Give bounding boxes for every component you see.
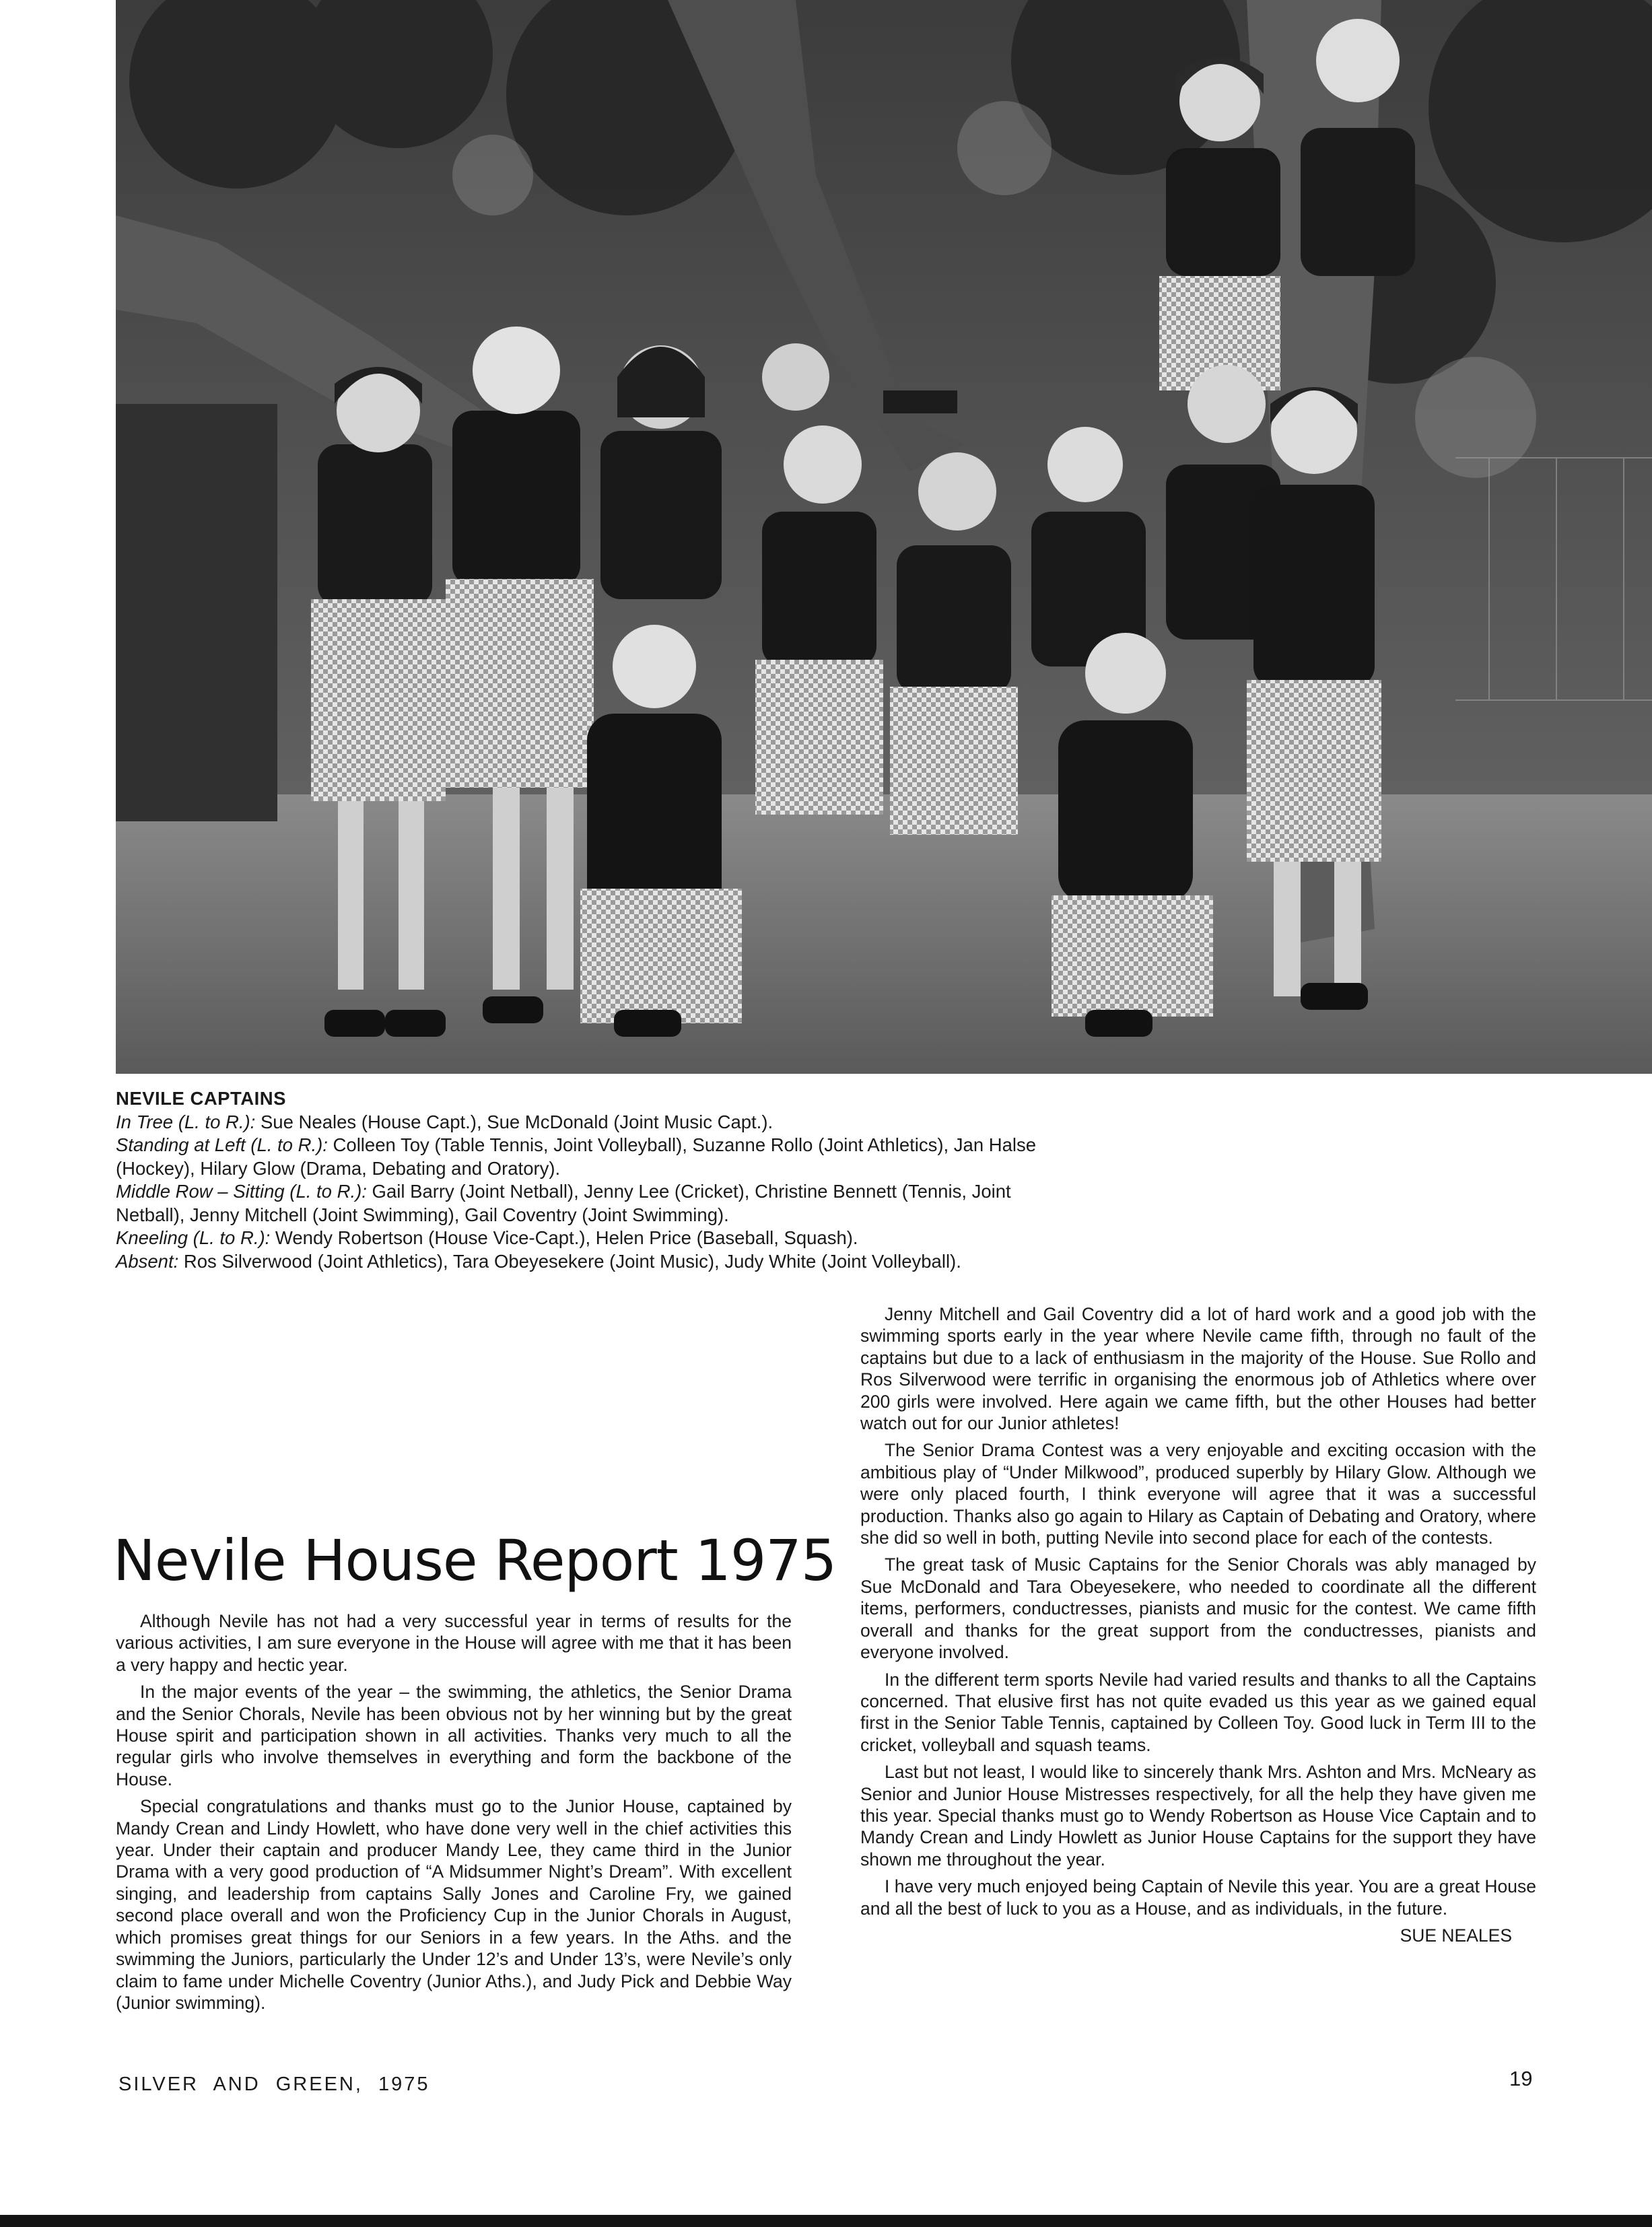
caption-line-text: Wendy Robertson (House Vice-Capt.), Helen Price (Baseball, Squash). — [270, 1227, 858, 1248]
publication-footer: SILVER AND GREEN, 1975 — [118, 2074, 430, 2095]
caption-line — [116, 1204, 1166, 1227]
article-headline: Nevile House Report 1975 — [113, 1528, 837, 1594]
caption-line-text: Ros Silverwood (Joint Athletics), Tara Obeyesekere (Joint Music), Judy White (Joint Volleyball). — [178, 1250, 961, 1272]
caption-line-label: Standing at Left (L. to R.): — [116, 1134, 328, 1155]
article-column-right — [860, 1303, 1536, 1952]
paragraph: In the major events of the year – the swimming, the athletics, the Senior Drama and the Senior Chorals, Nevile has been obvious not by her winning but by the great House spirit and participation shown in all activities. Thanks very much to all the regular girls who involve themselves in everything and form the backbone of the House. — [116, 1682, 792, 1789]
caption-line — [116, 1227, 1166, 1250]
caption-line — [116, 1111, 1166, 1134]
caption-line-label: In Tree (L. to R.): — [116, 1111, 256, 1132]
author-signature: SUE NEALES — [1400, 1925, 1512, 1946]
paragraph: Last but not least, I would like to sincerely thank Mrs. Ashton and Mrs. McNeary as Senior and Junior House Mistresses respectively, for all the help they have given me this year. Special thanks must go to Wendy Robertson as House Vice Captain and to Mandy Crean and Lindy Howlett as Junior House Captains for the support they have shown me throughout the year. — [860, 1762, 1536, 1870]
caption-line-label: Absent: — [116, 1250, 179, 1272]
paragraph: The Senior Drama Contest was a very enjoyable and exciting occasion with the ambitious play of “Under Milkwood”, produced superbly by Hilary Glow. Although we were only placed fourth, I think everyone will agree that it was a successful production. Thanks also go again to Hilary as Captain of Debating and Oratory, where she did so well in both, putting Nevile into second place for each of the contests. — [860, 1440, 1536, 1548]
paragraph: Special congratulations and thanks must go to the Junior House, captained by Mandy Crean and Lindy Howlett, who have done very well in the chief activities this year. Under their captain and producer Mandy Lee, they came third in the Junior Drama with a very good production of “A Midsummer Night’s Dream”. With excellent singing, and leadership from captains Sally Jones and Caroline Fry, we gained second place overall and won the Proficiency Cup in the Junior Chorals in August, which promises great things for our Seniors in a few years. In the Aths. and the swimming the Juniors, particularly the Under 12’s and Under 13’s, were Nevile’s only claim to fame under Michelle Coventry (Junior Aths.), and Judy Pick and Debbie Way (Junior swimming). — [116, 1796, 792, 2013]
caption-line — [116, 1134, 1166, 1157]
caption-line-label: Kneeling (L. to R.): — [116, 1227, 271, 1248]
paragraph: I have very much enjoyed being Captain of Nevile this year. You are a great House and all the best of luck to you as a House, and as individuals, in the future. — [860, 1876, 1536, 1919]
caption-line — [116, 1180, 1166, 1204]
caption-line-label: Middle Row – Sitting (L. to R.): — [116, 1181, 367, 1202]
caption-title: NEVILE CAPTAINS — [116, 1088, 286, 1109]
photo-caption — [116, 1087, 1166, 1273]
paragraph: Although Nevile has not had a very successful year in terms of results for the various activities, I am sure everyone in the House will agree with me that it has been a very happy and hectic year. — [116, 1611, 792, 1675]
page-number: 19 — [1509, 2067, 1533, 2090]
caption-line-text: Sue Neales (House Capt.), Sue McDonald (Joint Music Capt.). — [255, 1111, 773, 1132]
scan-edge — [0, 2215, 1652, 2227]
article-column-left — [116, 1610, 792, 2019]
paragraph: Jenny Mitchell and Gail Coventry did a lot of hard work and a good job with the swimming sports early in the year where Nevile came fifth, through no fault of the captains but due to a lack of enthusiasm in the majority of the House. Sue Rollo and Ros Silverwood were terrific in organising the enormous job of Athletics where over 200 girls were involved. Here again we came fifth, but the other Houses had better watch out for our Junior athletes! — [860, 1304, 1536, 1434]
caption-line — [116, 1157, 1166, 1181]
caption-line-text: Colleen Toy (Table Tennis, Joint Volleyball), Suzanne Rollo (Joint Athletics), Jan Halse — [327, 1134, 1037, 1155]
caption-line — [116, 1250, 1166, 1274]
caption-line-text: (Hockey), Hilary Glow (Drama, Debating and Oratory). — [116, 1157, 561, 1179]
group-photo — [116, 0, 1652, 1074]
caption-line-text: Netball), Jenny Mitchell (Joint Swimming), Gail Coventry (Joint Swimming). — [116, 1204, 729, 1225]
paragraph: The great task of Music Captains for the Senior Chorals was ably managed by Sue McDonald and Tara Obeyesekere, who needed to coordinate all the different items, performers, conductresses, pianists and music for the contest. We came fifth overall and thanks for the great support from the conductresses, pianists and everyone involved. — [860, 1554, 1536, 1663]
caption-line-text: Gail Barry (Joint Netball), Jenny Lee (Cricket), Christine Bennett (Tennis, Joint — [366, 1181, 1011, 1202]
paragraph: In the different term sports Nevile had varied results and thanks to all the Captains concerned. That elusive first has not quite evaded us this year as we gained equal first in the Senior Table Tennis, captained by Colleen Toy. Good luck in Term III to the cricket, volleyball and squash teams. — [860, 1669, 1536, 1755]
